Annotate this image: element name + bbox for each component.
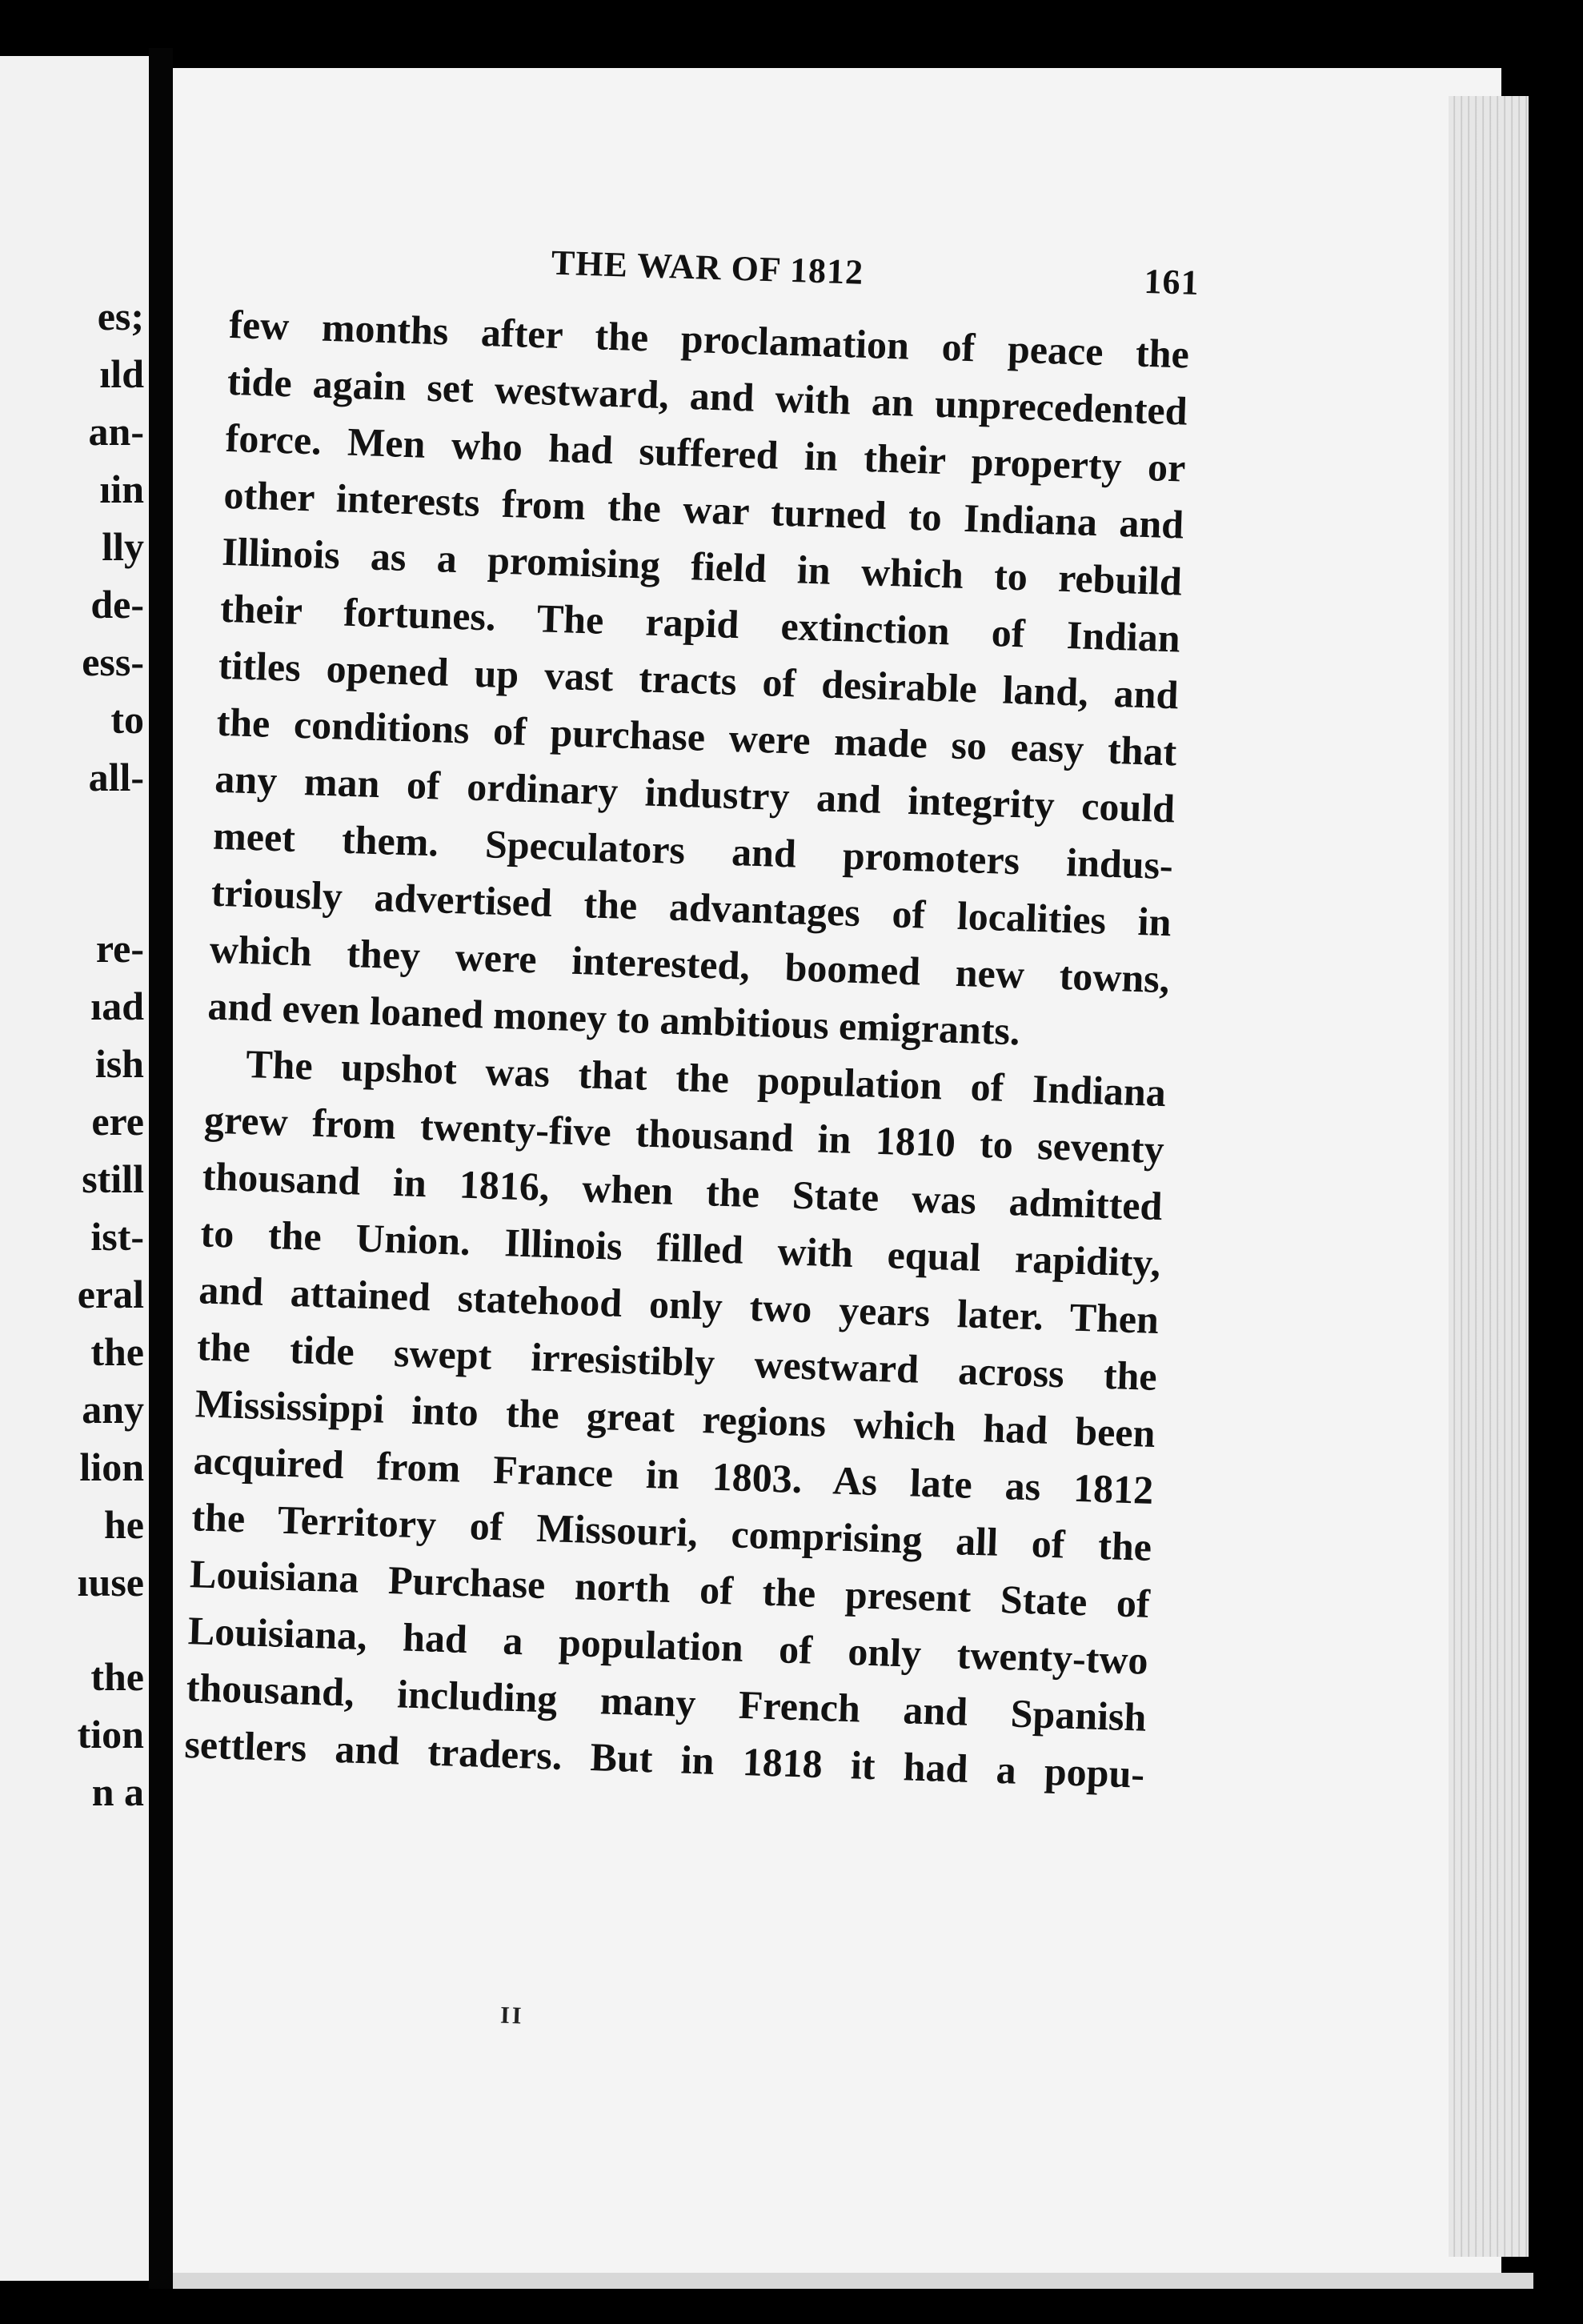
text-line: thousand in 1816, when the State was admitted bbox=[202, 1153, 1164, 1229]
facing-page-fragment: to bbox=[110, 697, 144, 742]
text-line: which they were interested, boomed new towns, bbox=[208, 926, 1171, 1002]
facing-page-fragment: any bbox=[82, 1387, 144, 1432]
text-line: their fortunes. The rapid extinction of Indian bbox=[219, 585, 1181, 661]
facing-page-fragment: lion bbox=[79, 1444, 144, 1489]
facing-page-fragment: ess- bbox=[82, 639, 144, 684]
text-line: to the Union. Illinois filled with equal rapidity, bbox=[199, 1210, 1161, 1286]
facing-page-fragment: eral bbox=[77, 1272, 144, 1316]
facing-page-fragment: re- bbox=[95, 926, 144, 971]
facing-page-fragment: ist- bbox=[90, 1214, 144, 1259]
facing-page-fragment: es; bbox=[97, 294, 144, 339]
text-line: thousand, including many French and Spanish bbox=[185, 1665, 1148, 1740]
text-line: and even loaned money to ambitious emigrants. bbox=[206, 983, 1021, 1054]
text-line: triously advertised the advantages of localities in bbox=[210, 869, 1172, 945]
page-text-block bbox=[183, 232, 1200, 2029]
text-line: Louisiana, had a population of only twenty-two bbox=[187, 1608, 1149, 1683]
facing-page-fragment: ıad bbox=[90, 984, 144, 1028]
text-line: settlers and traders. But in 1818 it had a popu- bbox=[183, 1721, 1145, 1797]
facing-page bbox=[0, 56, 149, 2281]
text-line: Mississippi into the great regions which had been bbox=[194, 1380, 1156, 1456]
text-line: The upshot was that the population of Indiana bbox=[245, 1041, 1167, 1116]
facing-page-fragment: de- bbox=[90, 582, 144, 627]
facing-page-fragment: the bbox=[90, 1654, 144, 1699]
running-title: THE WAR OF 1812 bbox=[551, 242, 864, 292]
facing-page-fragment: ıld bbox=[99, 351, 144, 396]
facing-page-fragment: he bbox=[104, 1502, 144, 1547]
body-text bbox=[184, 296, 1190, 1803]
text-line: other interests from the war turned to Indiana and bbox=[222, 471, 1184, 547]
facing-page-fragment: the bbox=[90, 1329, 144, 1374]
facing-page-fragment: ish bbox=[94, 1041, 144, 1086]
page-number: 161 bbox=[1143, 261, 1200, 303]
facing-page-fragment: all- bbox=[88, 755, 144, 799]
text-line: titles opened up vast tracts of desirable land, and bbox=[218, 642, 1180, 718]
facing-page-fragment: ere bbox=[91, 1099, 144, 1144]
text-line: tide again set westward, and with an unprecedented bbox=[226, 358, 1188, 434]
text-line: force. Men who had suffered in their property or bbox=[225, 415, 1187, 491]
facing-page-fragment: an- bbox=[88, 409, 144, 454]
text-line: any man of ordinary industry and integrity could bbox=[214, 755, 1176, 831]
text-line: few months after the proclamation of peace the bbox=[228, 301, 1190, 377]
text-line: Illinois as a promising field in which to rebuild bbox=[221, 528, 1183, 604]
text-line: acquired from France in 1803. As late as 1812 bbox=[192, 1437, 1155, 1513]
facing-page-fragment: lly bbox=[102, 524, 144, 569]
text-line: and attained statehood only two years later. Then bbox=[198, 1267, 1160, 1343]
facing-page-fragment: ıuse bbox=[77, 1560, 144, 1605]
text-line: the tide swept irresistibly westward across the bbox=[196, 1324, 1158, 1399]
facing-page-fragment: n a bbox=[91, 1769, 144, 1814]
page-edges bbox=[1449, 96, 1529, 2257]
signature-mark: II bbox=[499, 2001, 525, 2029]
facing-page-fragment: tion bbox=[77, 1712, 144, 1757]
text-line: the Territory of Missouri, comprising all of the bbox=[190, 1494, 1152, 1569]
facing-page-fragment: ıin bbox=[99, 467, 144, 511]
text-line: Louisiana Purchase north of the present State of bbox=[189, 1551, 1151, 1626]
text-line: meet them. Speculators and promoters indus- bbox=[212, 812, 1174, 888]
book-gutter bbox=[149, 48, 173, 2289]
page-bottom-edge bbox=[173, 2273, 1533, 2289]
facing-page-fragment: still bbox=[82, 1156, 144, 1201]
text-line: the conditions of purchase were made so easy that bbox=[215, 699, 1178, 775]
text-line: grew from twenty-five thousand in 1810 to seventy bbox=[203, 1096, 1165, 1172]
